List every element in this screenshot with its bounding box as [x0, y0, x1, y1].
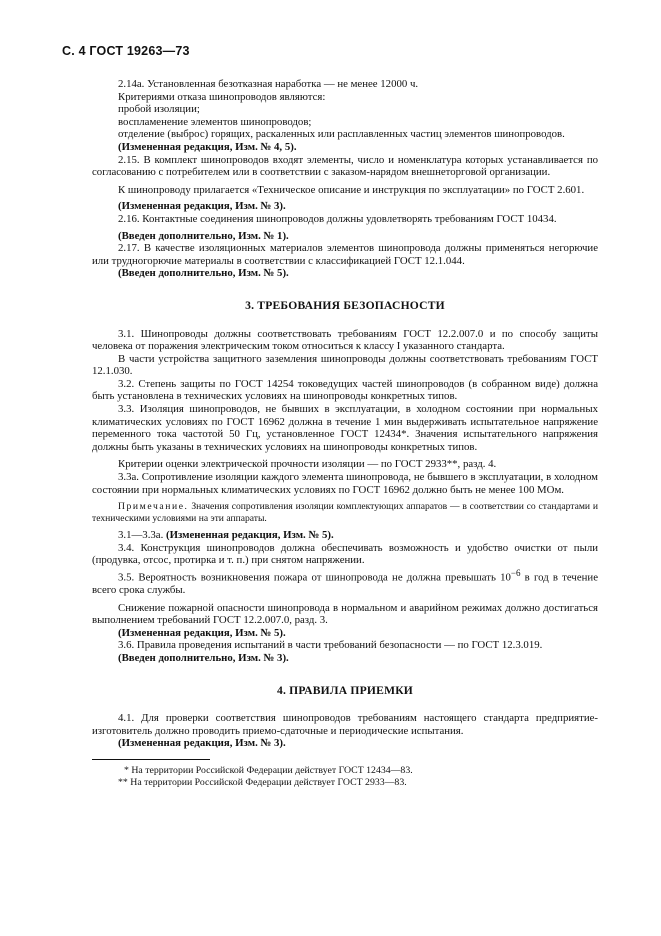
- paragraph-2-17: 2.17. В качестве изоляционных материалов элементов шинопровода должны применяться негорючие или трудногорючие материалы в соответствии с классификацией ГОСТ 12.1.044.: [92, 242, 598, 267]
- paragraph-3-6: 3.6. Правила проведения испытаний в части требований безопасности — по ГОСТ 12.3.019.: [118, 639, 543, 652]
- revision-note: (Измененная редакция, Изм. № 3).: [118, 737, 286, 750]
- revision-note: (Измененная редакция, Изм. № 4, 5).: [118, 140, 297, 153]
- paragraph-2-15: 2.15. В комплект шинопроводов входят элементы, число и номенклатура которых устанавливается по согласованию с потребителем или в соответствии с заказом-нарядом внешнеторговой организации.: [92, 153, 598, 179]
- footnote-divider: [92, 759, 210, 760]
- paragraph-3-5: [92, 567, 598, 597]
- note-text: Значения сопротивления изоляции комплектующих аппаратов — в соответствии со стандартами и техническими условиями на эти аппараты.: [92, 501, 598, 524]
- list-item-separation: отделение (выброс) горящих, раскаленных или расплавленных частиц элементов шинопроводов.: [118, 128, 565, 141]
- paragraph-3-3a: 3.3а. Сопротивление изоляции каждого элемента шинопровода, не бывшего в эксплуатации, в холодном состоянии при нормальных климатических условиях по ГОСТ 16962 должно быть не менее 100 МОм.: [92, 471, 598, 496]
- revision-note-3-1-3-3a: [92, 529, 598, 542]
- revision-range: 3.1—3.3а.: [118, 529, 166, 542]
- paragraph-2-16: 2.16. Контактные соединения шинопроводов должны удовлетворять требованиям ГОСТ 10434.: [118, 212, 557, 225]
- paragraph-3-5-text: 3.5. Вероятность возникновения пожара от шинопровода не должна превышать 10: [118, 571, 511, 584]
- document-body: [92, 78, 598, 789]
- revision-label: (Измененная редакция, Изм. № 5).: [165, 529, 334, 542]
- paragraph-3-5-text-end: в год в течение всего срока службы.: [92, 571, 598, 596]
- paragraph-3-3: 3.3. Изоляция шинопроводов, не бывших в эксплуатации, в холодном состоянии при нормальных климатических условиях по ГОСТ 16962 должна в течение 1 мин выдерживать испытательное напряжение переменного тока частотой 50 Гц, установленное ГОСТ 12434*. Значения испытательного напряжения должны быть указаны в технических условиях на шинопроводы конкретных типов.: [92, 403, 598, 453]
- exponent: −6: [510, 567, 521, 578]
- note: [92, 501, 598, 524]
- paragraph-3-2: 3.2. Степень защиты по ГОСТ 14254 токоведущих частей шинопроводов (в собранном виде) должна быть установлена в технических условиях на шинопроводы конкретных типов.: [92, 377, 598, 403]
- list-item-ignition: воспламенение элементов шинопроводов;: [118, 115, 312, 128]
- page-header: С. 4 ГОСТ 19263—73: [62, 44, 190, 58]
- revision-note: (Введен дополнительно, Изм. № 3).: [118, 651, 289, 664]
- revision-note: (Измененная редакция, Изм. № 3).: [118, 200, 286, 213]
- paragraph-2-15-manual: К шинопроводу прилагается «Техническое описание и инструкция по эксплуатации» по ГОСТ 2.601.: [118, 183, 585, 196]
- list-item-breakdown: пробой изоляции;: [118, 103, 200, 116]
- footnote-2: ** На территории Российской Федерации действует ГОСТ 2933—83.: [118, 776, 407, 788]
- paragraph-failure-criteria: Критериями отказа шинопроводов являются:: [118, 90, 326, 103]
- paragraph-3-3-criteria: Критерии оценки электрической прочности изоляции — по ГОСТ 2933**, разд. 4.: [118, 458, 497, 471]
- paragraph-3-1: 3.1. Шинопроводы должны соответствовать требованиям ГОСТ 12.2.007.0 и по способу защиты человека от поражения электрическим током относиться к классу I указанного стандарта.: [92, 327, 598, 353]
- paragraph-3-1-grounding: В части устройства защитного заземления шинопроводы должны соответствовать требованиям ГОСТ 12.1.030.: [92, 352, 598, 378]
- revision-note: (Введен дополнительно, Изм. № 5).: [118, 267, 289, 280]
- paragraph-4-1: 4.1. Для проверки соответствия шинопроводов требованиям настоящего стандарта предприятие-изготовитель должно проводить приемо-сдаточные и периодические испытания.: [92, 712, 598, 737]
- note-label: Примечание.: [118, 501, 189, 513]
- paragraph-2-14a: 2.14а. Установленная безотказная наработка — не менее 12000 ч.: [118, 78, 419, 90]
- paragraph-3-4: 3.4. Конструкция шинопроводов должна обеспечивать возможность и удобство очистки от пыли (продувка, отсос, протирка и т. п.) при снятом напряжении.: [92, 541, 598, 567]
- footnote-1: * На территории Российской Федерации действует ГОСТ 12434—83.: [124, 764, 413, 776]
- section-title-acceptance: 4. ПРАВИЛА ПРИЕМКИ: [276, 683, 414, 697]
- revision-note: (Введен дополнительно, Изм. № 1).: [118, 229, 289, 242]
- paragraph-3-5-fire: Снижение пожарной опасности шинопровода в нормальном и аварийном режимах должно достигаться выполнением требований ГОСТ 12.2.007.0, разд. 3.: [92, 601, 598, 627]
- revision-note: (Измененная редакция, Изм. № 5).: [118, 626, 286, 639]
- section-title-safety: 3. ТРЕБОВАНИЯ БЕЗОПАСНОСТИ: [245, 298, 445, 312]
